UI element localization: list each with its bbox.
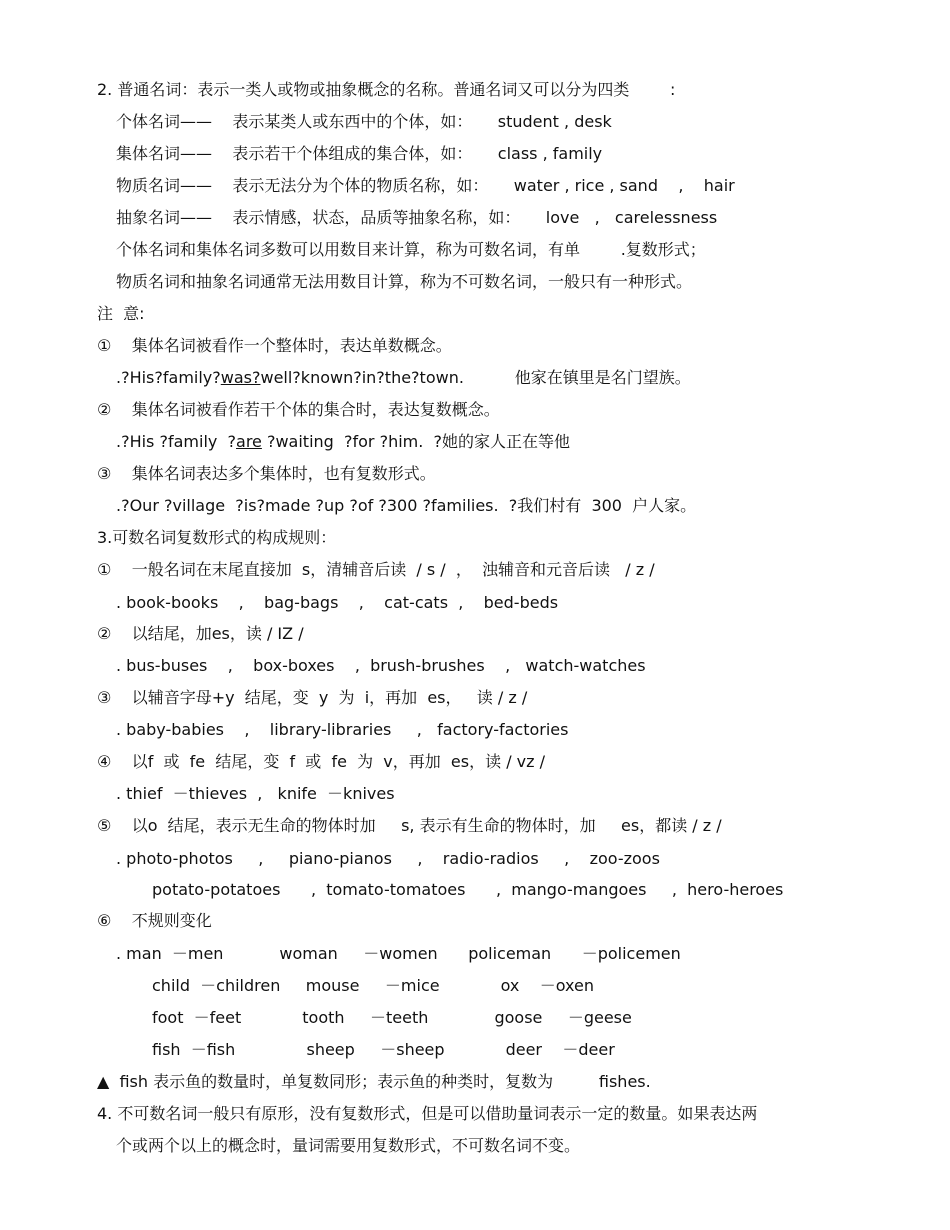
individual-noun-line: 个体名词—— 表示某类人或东西中的个体，如： student , desk [116,112,612,131]
note-1-example-verb: was? [220,368,261,387]
rule-6-examples-2: child －children mouse －mice ox －oxen [152,976,594,995]
rule-4: ④ 以f 或 fe 结尾，变 f 或 fe 为 v，再加 es，读 / vz / [97,752,546,771]
rule-2-examples: . bus-buses , box-boxes , brush-brushes , watch-watches [116,656,646,675]
note-2-example-start: .?His ?family ? [116,432,237,451]
rule-4-examples: . thief －thieves , knife －knives [116,784,395,803]
section-4-line-1: 4. 不可数名词一般只有原形，没有复数形式，但是可以借助量词表示一定的数量。如果表达两 [97,1104,758,1123]
note-2: ② 集体名词被看作若干个体的集合时，表达复数概念。 [97,400,500,419]
note-3: ③ 集体名词表达多个集体时，也有复数形式。 [97,464,436,483]
section-4-line-2: 个或两个以上的概念时，量词需要用复数形式，不可数名词不变。 [116,1136,581,1155]
note-2-example-verb: are [236,432,262,451]
rule-6: ⑥ 不规则变化 [97,911,212,930]
rule-2: ② 以结尾，加es，读 / IZ / [97,624,304,643]
material-noun-line: 物质名词—— 表示无法分为个体的物质名称，如： water , rice , sand , hair [116,176,735,195]
rule-1: ① 一般名词在末尾直接加 s，清辅音后读 / s / ， 浊辅音和元音后读 / z / [97,560,655,579]
rule-3-examples: . baby-babies , library-libraries , factory-factories [116,720,569,739]
note-1-example [116,368,691,388]
rule-5: ⑤ 以o 结尾，表示无生命的物体时加 s, 表示有生命的物体时，加 es，都读 / z / [97,816,722,835]
rule-3: ③ 以辅音字母+y 结尾，变 y 为 i，再加 es， 读 / z / [97,688,528,707]
note-1-example-start: .?His?family? [116,368,221,387]
rule-5-examples-2: potato-potatoes , tomato-tomatoes , mango-mangoes , hero-heroes [152,880,784,899]
rule-6-examples-1: . man －men woman －women policeman －policemen [116,944,681,963]
uncountable-noun-line: 物质名词和抽象名词通常无法用数目计算，称为不可数名词，一般只有一种形式。 [116,272,693,291]
collective-noun-line: 集体名词—— 表示若干个体组成的集合体，如： class , family [116,144,603,163]
fish-note: ▲ fish 表示鱼的数量时，单复数同形；表示鱼的种类时，复数为 fishes. [97,1072,651,1091]
rule-5-examples-1: . photo-photos , piano-pianos , radio-radios , zoo-zoos [116,849,660,868]
note-2-example [116,432,570,452]
section-3-heading: 3.可数名词复数形式的构成规则： [97,528,337,547]
note-1: ① 集体名词被看作一个整体时，表达单数概念。 [97,336,452,355]
note-3-example: .?Our ?village ?is?made ?up ?of ?300 ?families. ?我们村有 300 户人家。 [116,496,697,515]
rule-6-examples-4: fish －fish sheep －sheep deer －deer [152,1040,615,1059]
note-2-example-end: ?waiting ?for ?him. ?她的家人正在等他 [261,432,570,451]
rule-6-examples-3: foot －feet tooth －teeth goose －geese [152,1008,632,1027]
rule-1-examples: . book-books , bag-bags , cat-cats , bed-beds [116,593,559,612]
abstract-noun-line: 抽象名词—— 表示情感，状态，品质等抽象名称，如： love , carelessness [116,208,718,227]
countable-noun-line: 个体名词和集体名词多数可以用数目来计算，称为可数名词，有单 .复数形式； [116,240,706,259]
note-1-example-end: well?known?in?the?town. 他家在镇里是名门望族。 [260,368,691,387]
note-title: 注 意: [97,304,145,323]
section-2-heading: 2. 普通名词：表示一类人或物或抽象概念的名称。普通名词又可以分为四类 : [97,80,676,99]
